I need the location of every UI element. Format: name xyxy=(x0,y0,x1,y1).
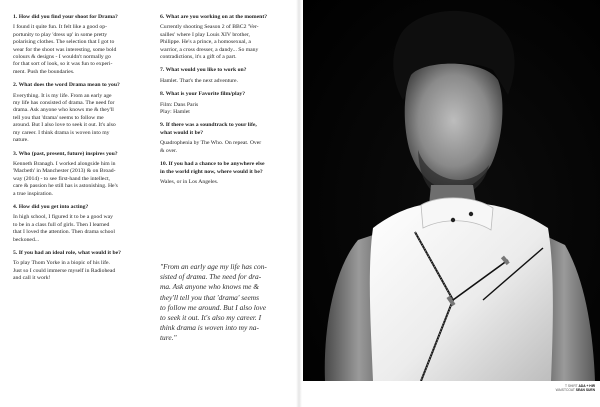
credit-value: SEAN SUEN xyxy=(575,388,595,393)
question: 10. If you had a chance to be anywhere else in the world right now, where would it be? xyxy=(160,161,265,175)
credit-label: T SHIRT xyxy=(564,384,578,388)
answer: Quadrophenia by The Who. On repeat. Over & over. xyxy=(160,140,262,154)
answer: Wales, or in Los Angeles. xyxy=(160,178,219,185)
credit-label: WAISTCOAT xyxy=(555,388,575,393)
photo-credits xyxy=(520,384,595,393)
question: 9. If there was a soundtrack to your life, what would it be? xyxy=(160,122,257,136)
answer: Kenneth Branagh. I worked alongside him in 'Macbeth' in Manchester (2013) & on Broad- way (2014) - to see first-hand the intellect, care & passion he still has is astonishing. He's a true inspiration. xyxy=(13,160,118,197)
pull-quote: "From an early age my life has con- sisted of drama. The need for dra- ma. Ask anyone who knows me & they'll tell you that 'drama' seems to follow me around. But I also love to seek it out. It's also my career. I think drama is woven into my na- ture." xyxy=(160,262,267,343)
answer: Film: Dans Paris Play: Hamlet xyxy=(160,101,199,116)
question: 4. How did you get into acting? xyxy=(13,203,89,210)
credit-value: ADA + HIR xyxy=(578,384,595,388)
question: 1. How did you find your shoot for Drama? xyxy=(13,14,118,20)
qa-item xyxy=(160,67,284,85)
qa-item xyxy=(160,161,284,186)
question: 6. What are you working on at the moment? xyxy=(160,14,268,20)
portrait-illustration xyxy=(303,0,600,381)
portrait-photo xyxy=(303,0,600,381)
question: 7. What would you like to work on? xyxy=(160,67,247,74)
qa-item xyxy=(13,14,153,76)
answer: To play Thom Yorke in a biopic of his life. Just so I could immerse myself in Radiohead and call it work! xyxy=(13,260,116,282)
qa-item xyxy=(13,204,153,244)
qa-item xyxy=(13,250,153,283)
qa-item xyxy=(13,151,153,198)
answer: Currently shooting Season 2 of BBC2 'Ver- sailles' where I play Louis XIV brother, Philippe. He's a prince, a homosexual, a warrior, a cross dresser, a dandy... So many contradictions, it's a gift of a part. xyxy=(160,24,259,61)
question: 3. Who (past, present, future) inspires you? xyxy=(13,150,118,157)
question: 8. What is your Favorite film/play? xyxy=(160,91,246,98)
qa-item xyxy=(160,122,284,155)
interview-column-left xyxy=(13,14,153,289)
answer: Hamlet. That's the next adventure. xyxy=(160,77,238,84)
qa-item xyxy=(160,14,284,61)
qa-item xyxy=(13,82,153,144)
answer: In high school, I figured it to be a good way to be in a class full of girls. Then I learned that I loved the attention. Then drama school beckoned... xyxy=(13,214,115,243)
question: 2. What does the word Drama mean to you? xyxy=(13,82,120,89)
question: 5. If you had an ideal role, what would it be? xyxy=(13,249,121,256)
answer: I found it quite fun. It felt like a good op- portunity to play 'dress up' in some pretty polarising clothes. The selection that I got to wear for the shoot was interesting, some bold colours & designs - I wouldn't normally go for that sort of look, so it was fun to experi- ment. Push the boundaries. xyxy=(13,24,117,75)
interview-column-middle xyxy=(160,14,284,192)
credit-line xyxy=(520,388,595,392)
page-gutter xyxy=(296,0,302,407)
qa-item xyxy=(160,91,284,116)
answer: Everything. It is my life. From an early age my life has consisted of drama. The need for drama. Ask anyone who knows me & they'll tell you that 'drama' seems to follow me around. But I also love to seek it out. It's also my career. I think drama is woven into my nature. xyxy=(13,92,116,144)
